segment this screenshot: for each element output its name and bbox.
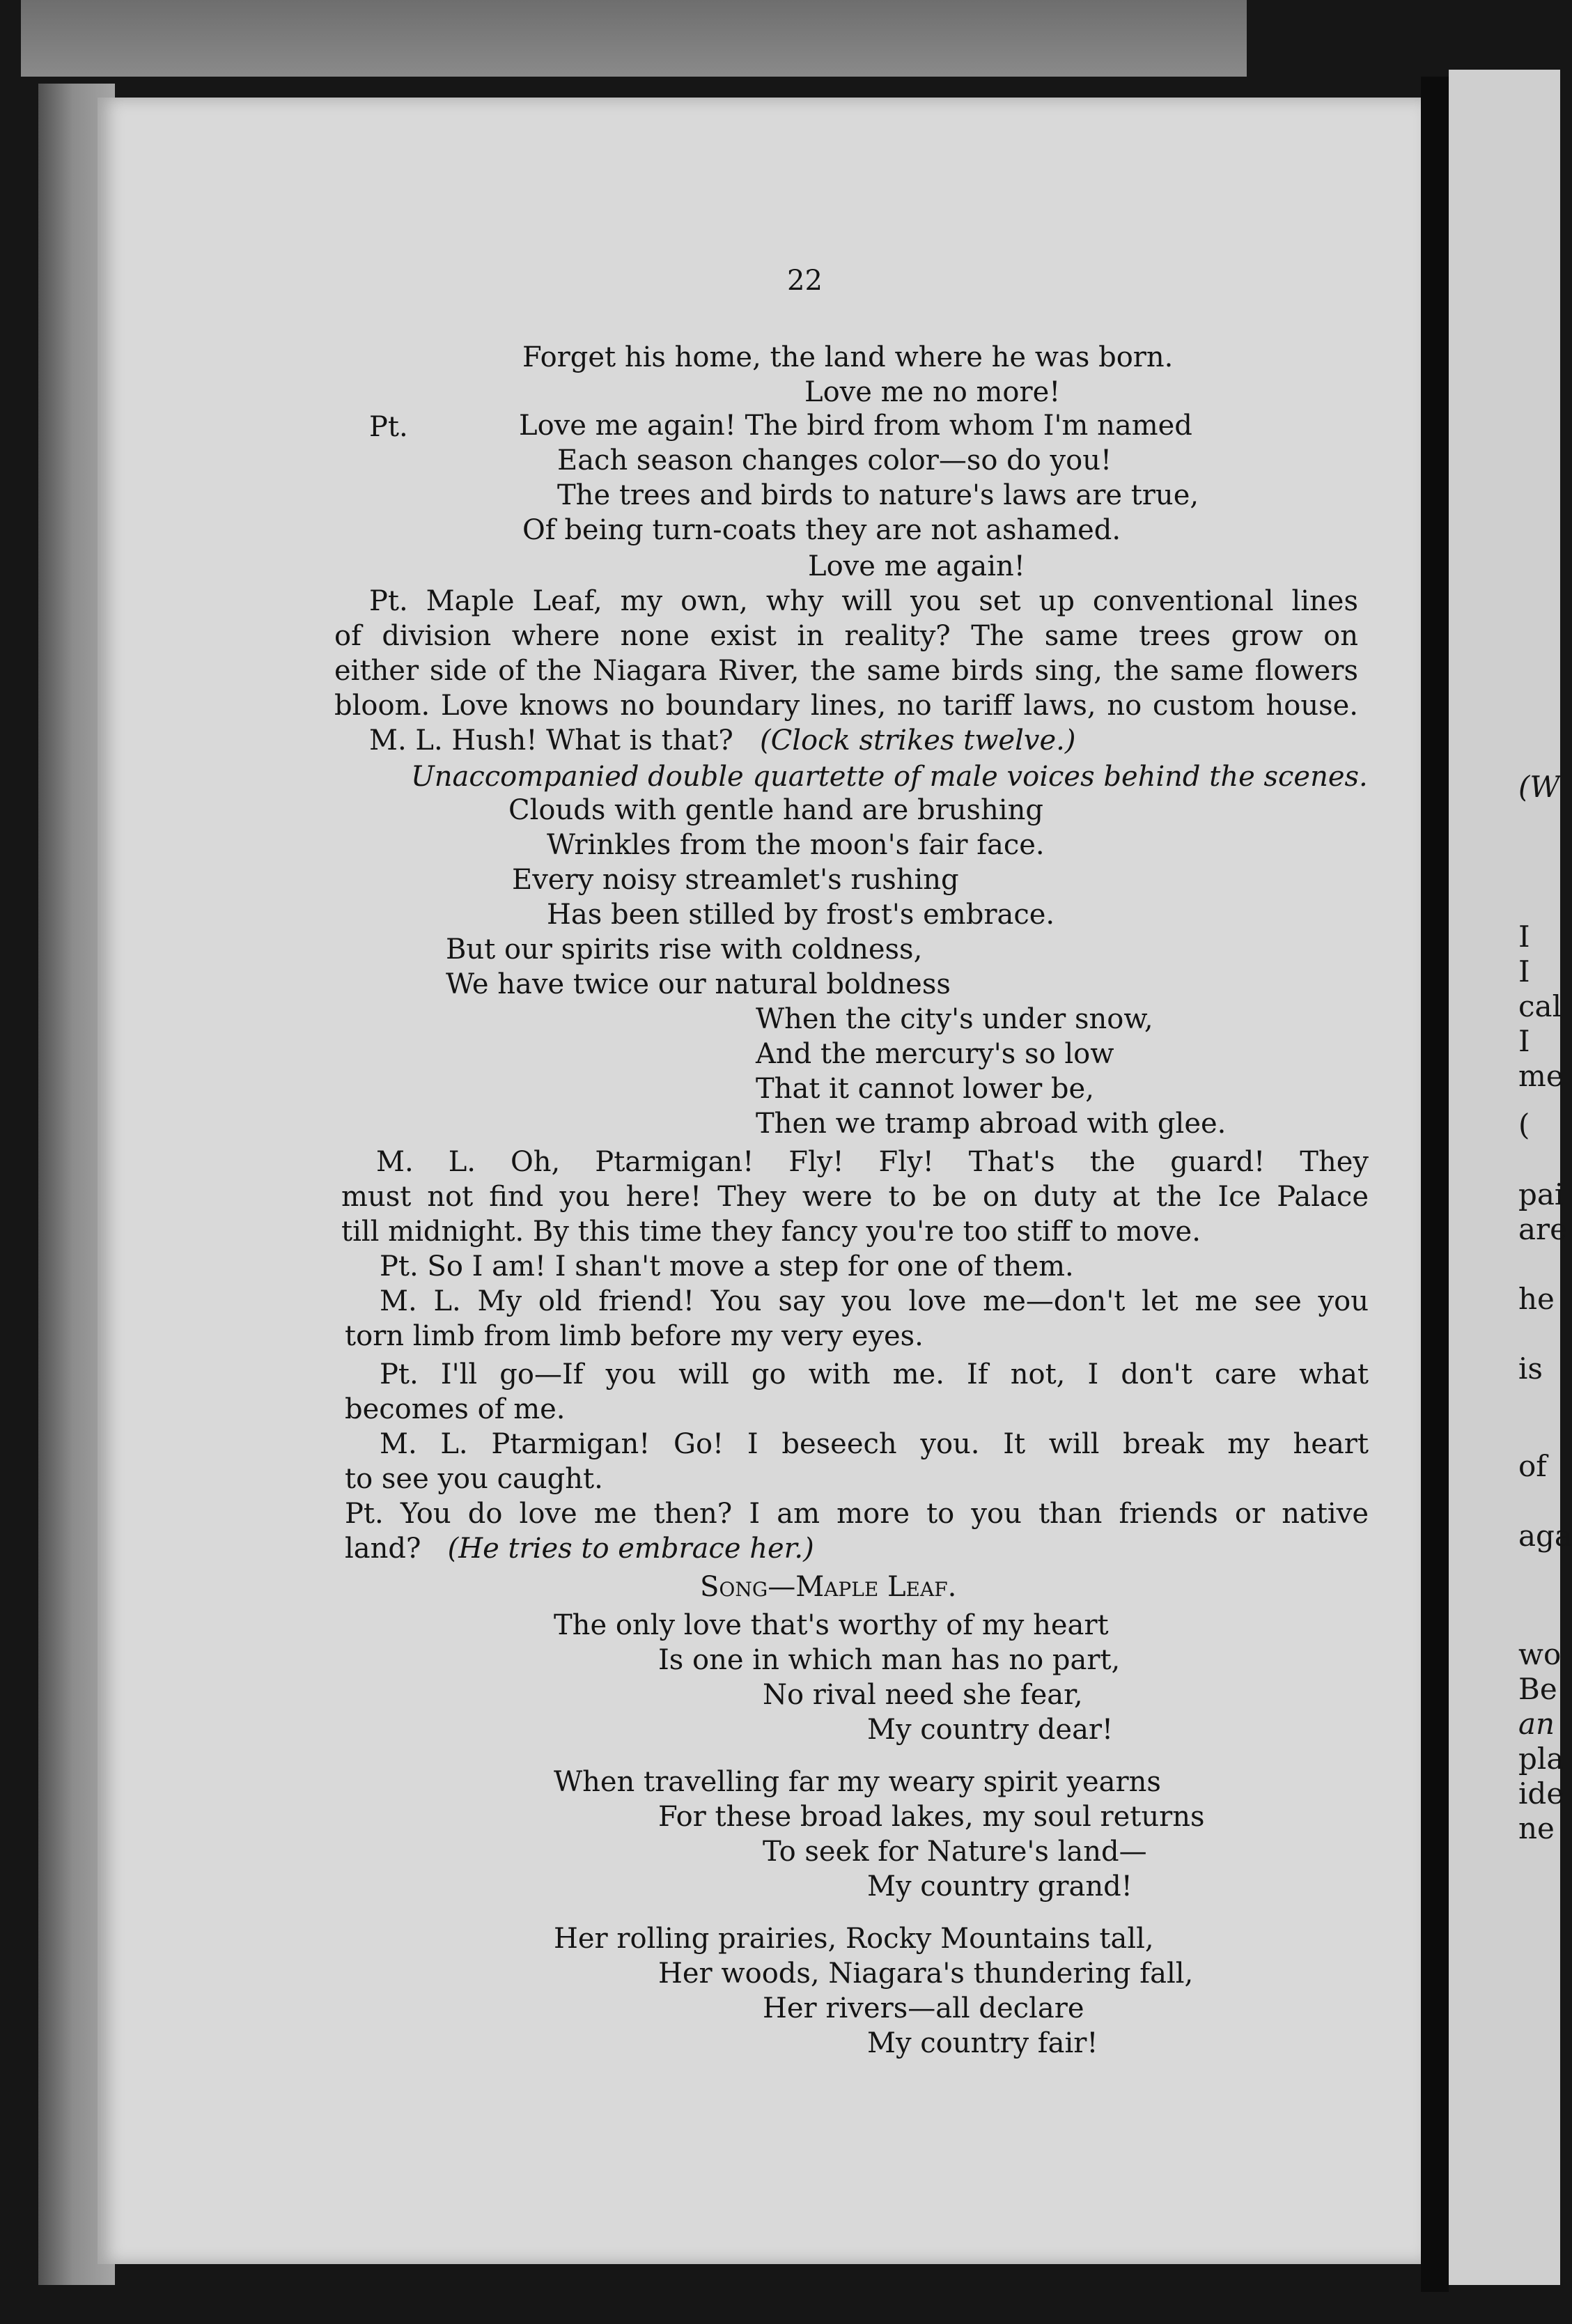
text-line: Wrinkles from the moon's fair face.: [547, 829, 1045, 861]
text-line: Pt. So I am! I shan't move a step for one of them.: [380, 1250, 1074, 1283]
text-line: till midnight. By this time they fancy you're too stiff to move.: [341, 1216, 1201, 1248]
text-line: of division where none exist in reality? The same trees grow on: [334, 620, 1358, 652]
text-line: Of being turn-coats they are not ashamed.: [522, 514, 1121, 546]
text-line: becomes of me.: [345, 1393, 566, 1425]
text-line: M. L. My old friend! You say you love me—don't let me see you: [380, 1285, 1369, 1317]
facing-page-fragment: he: [1518, 1282, 1555, 1316]
text-line: torn limb from limb before my very eyes.: [345, 1320, 924, 1352]
facing-page-fragment: (: [1518, 1108, 1530, 1142]
text-line: The trees and birds to nature's laws are true,: [557, 479, 1199, 511]
facing-page-fragment: is: [1518, 1351, 1543, 1386]
scan-background-top: [21, 0, 1247, 77]
facing-page-fragment: cal: [1518, 989, 1562, 1023]
text-line: Love me no more!: [804, 376, 1061, 408]
page-number: 22: [787, 265, 823, 297]
facing-page-fragment: me: [1518, 1059, 1564, 1093]
text-line: land? (He tries to embrace her.): [345, 1533, 814, 1565]
text-line: To seek for Nature's land—: [763, 1836, 1147, 1868]
text-line: No rival need she fear,: [763, 1679, 1083, 1711]
text-line: We have twice our natural boldness: [446, 968, 951, 1000]
text-line: M. L. Oh, Ptarmigan! Fly! Fly! That's the guard! They: [376, 1146, 1369, 1178]
facing-page-fragment: (W: [1518, 770, 1560, 804]
stage-direction: (He tries to embrace her.): [421, 1533, 814, 1565]
facing-page-fragment: I: [1518, 920, 1530, 954]
text-line: Pt.: [369, 411, 408, 443]
text-line: Love me again!: [808, 550, 1025, 582]
text-line: Forget his home, the land where he was born.: [522, 341, 1174, 373]
text-line: My country fair!: [867, 2027, 1098, 2059]
text-line: But our spirits rise with coldness,: [446, 934, 923, 966]
text-line: Her woods, Niagara's thundering fall,: [658, 1958, 1194, 1990]
facing-page-fragment: an: [1518, 1707, 1555, 1741]
text-line: Has been stilled by frost's embrace.: [547, 899, 1055, 931]
facing-page-fragment: ne: [1518, 1811, 1555, 1845]
text-line: Each season changes color—so do you!: [557, 444, 1112, 477]
text-line: bloom. Love knows no boundary lines, no tariff laws, no custom house.: [334, 690, 1358, 722]
text-line: Clouds with gentle hand are brushing: [508, 794, 1043, 826]
facing-page-fragment: I: [1518, 1024, 1530, 1058]
text-line: My country grand!: [867, 1870, 1133, 1903]
text-line: must not find you here! They were to be on duty at the Ice Palace: [341, 1181, 1369, 1213]
text-line: M. L. Hush! What is that? (Clock strikes twelve.): [369, 725, 1076, 757]
facing-page: [1449, 70, 1572, 2285]
text-line: Pt. I'll go—If you will go with me. If not, I don't care what: [380, 1358, 1369, 1390]
facing-page-fragment: aga: [1518, 1519, 1572, 1553]
text-line: Every noisy streamlet's rushing: [512, 864, 959, 896]
facing-page-fragment: wo: [1518, 1637, 1562, 1671]
text-line: Her rolling prairies, Rocky Mountains tall,: [554, 1923, 1154, 1955]
text-line: M. L. Ptarmigan! Go! I beseech you. It will break my heart: [380, 1428, 1369, 1460]
text-line: Pt. Maple Leaf, my own, why will you set up conventional lines: [369, 585, 1358, 617]
text-line: The only love that's worthy of my heart: [554, 1609, 1109, 1641]
text-line: Song—Maple Leaf.: [700, 1571, 957, 1603]
text-line: Unaccompanied double quartette of male voices behind the scenes.: [411, 761, 1368, 793]
text-line: either side of the Niagara River, the same birds sing, the same flowers: [334, 655, 1358, 687]
stage-direction: (Clock strikes twelve.): [733, 725, 1076, 757]
text-line: When travelling far my weary spirit yearns: [554, 1766, 1161, 1798]
text-line: Pt. You do love me then? I am more to you than friends or native: [345, 1498, 1369, 1530]
facing-page-fragment: pla: [1518, 1742, 1564, 1776]
facing-page-fragment: Be: [1518, 1672, 1557, 1706]
text-line: Love me again! The bird from whom I'm named: [519, 410, 1192, 442]
facing-page-fragment: pai: [1518, 1177, 1564, 1211]
text-line: When the city's under snow,: [756, 1003, 1153, 1035]
facing-page-fragment: I: [1518, 954, 1530, 989]
text-line: Is one in which man has no part,: [658, 1644, 1121, 1676]
book-gutter: [1421, 77, 1449, 2292]
text-line: Her rivers—all declare: [763, 1992, 1084, 2024]
facing-page-fragment: of: [1518, 1449, 1547, 1483]
text-line: That it cannot lower be,: [756, 1073, 1094, 1105]
facing-page-fragment: are: [1518, 1212, 1567, 1246]
text-line: For these broad lakes, my soul returns: [658, 1801, 1205, 1833]
text-line: And the mercury's so low: [756, 1038, 1114, 1070]
facing-page-fragment: ide: [1518, 1776, 1564, 1811]
text-line: Then we tramp abroad with glee.: [756, 1108, 1227, 1140]
text-line: to see you caught.: [345, 1463, 603, 1495]
text-line: My country dear!: [867, 1714, 1114, 1746]
